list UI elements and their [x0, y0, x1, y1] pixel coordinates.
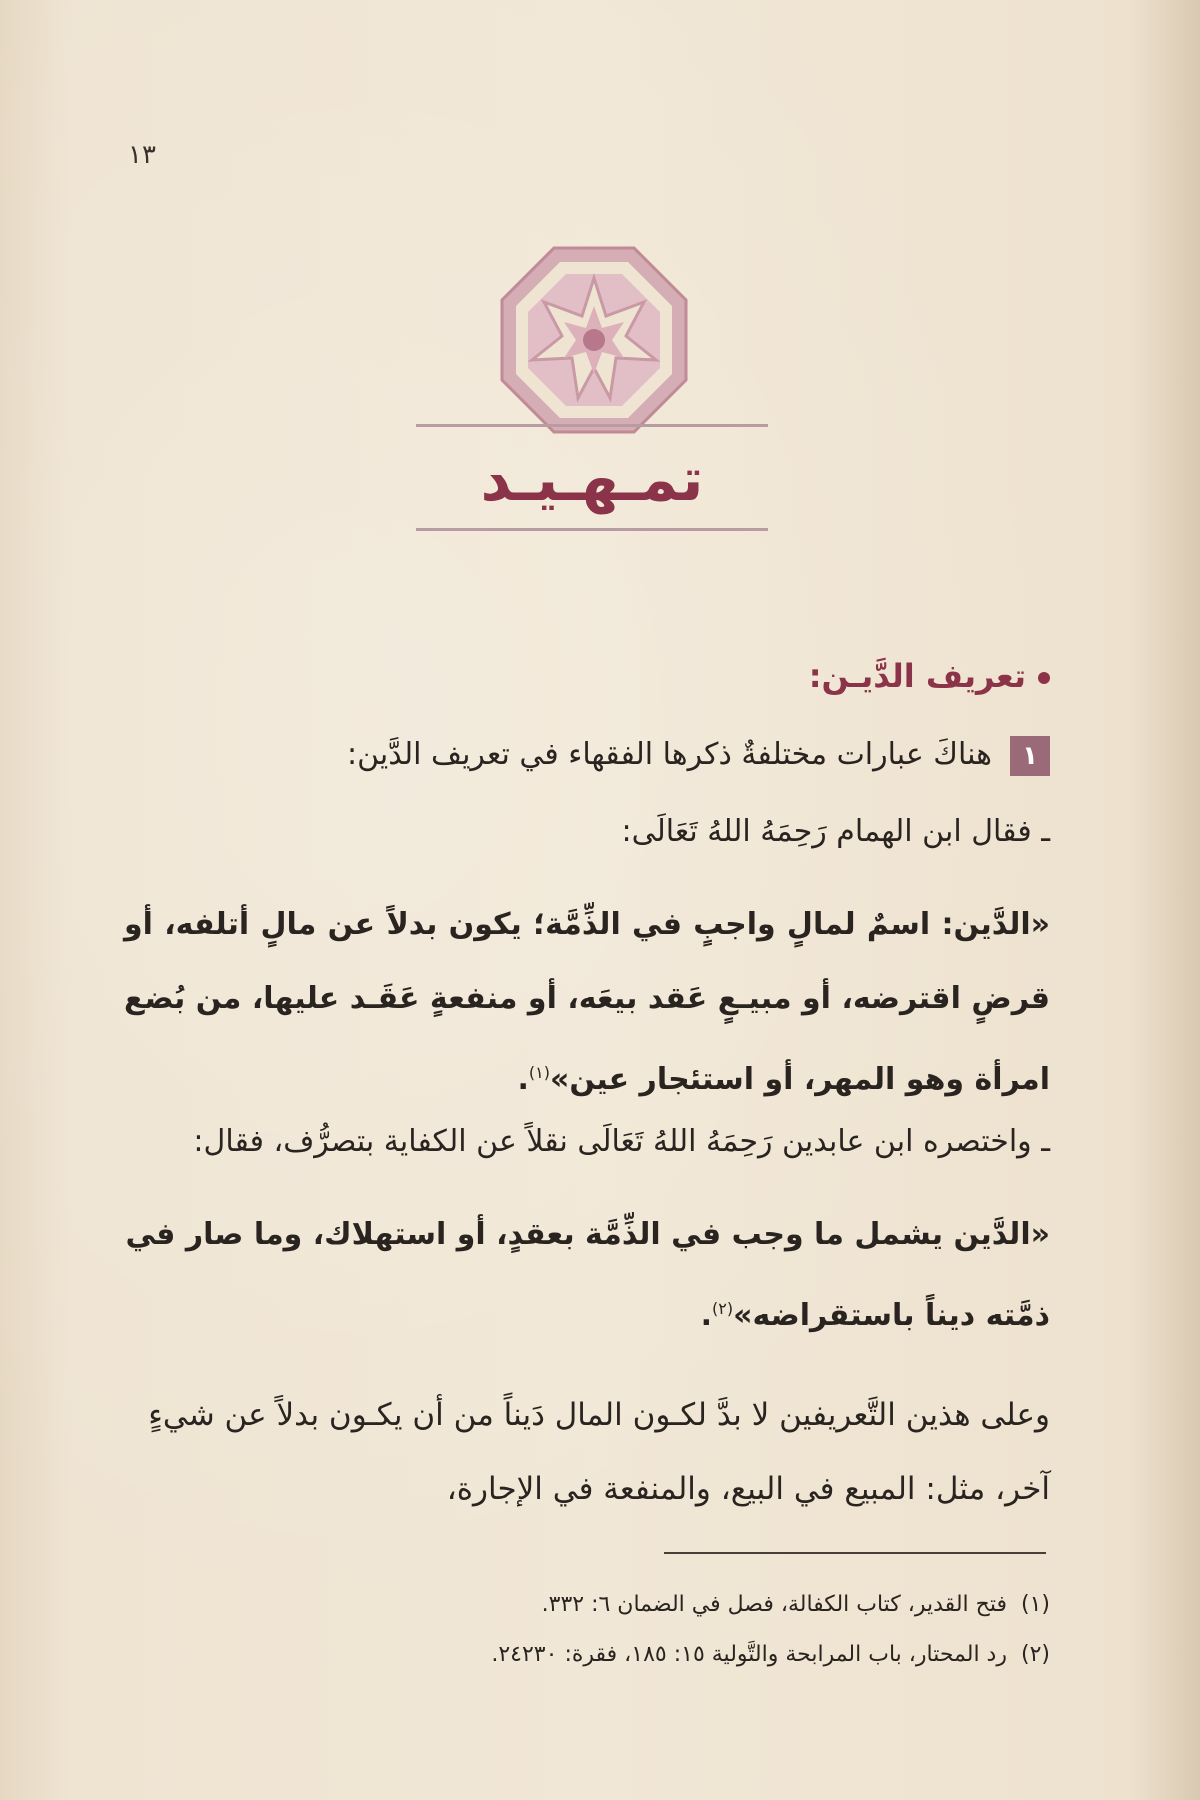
footnotes: [124, 1580, 1050, 1680]
section-heading: [124, 656, 1050, 696]
footnote-divider: [664, 1552, 1046, 1554]
quote-2: «الدَّين يشمل ما وجب في الذِّمَّة بعقدٍ، أو استهلاك، وما صار في ذمَّته ديناً باستقراضه»$^{(٢)}$.: [125, 1217, 1050, 1333]
paragraph-number-badge: ١: [1010, 736, 1050, 776]
octagon-star-ornament: [498, 244, 690, 436]
footnote-2: [124, 1630, 1050, 1680]
quote-intro-2: ـ واختصره ابن عابدين رَحِمَهُ اللهُ تَعَالَى نقلاً عن الكفاية بتصرُّف، فقال:: [193, 1124, 1050, 1159]
title-bottom-rule: [416, 528, 768, 531]
quote-2-text: «الدَّين يشمل ما وجب في الذِّمَّة بعقدٍ، أو استهلاك، وما صار في ذمَّته ديناً باستقراضه»: [125, 1217, 1050, 1333]
footnote-marker: (١): [1020, 1592, 1050, 1617]
section-heading-text: تعريف الدَّيـن:: [808, 657, 1026, 695]
chapter-title: تمـهـيـد: [480, 445, 704, 515]
footnote-text: رد المحتار، باب المرابحة والتَّولية ١٥: ١٨٥، فقرة: ٢٤٢٣٠.: [491, 1642, 1007, 1667]
paragraph-1-text: هناكَ عبارات مختلفةٌ ذكرها الفقهاء في تعريف الدَّين:: [346, 737, 992, 772]
quote-intro-1: ـ فقال ابن الهمام رَحِمَهُ اللهُ تَعَالَى:: [621, 814, 1050, 849]
title-top-rule: [416, 424, 768, 427]
footnote-ref-2[interactable]: (٢): [712, 1299, 734, 1318]
paragraph-1: [124, 735, 1050, 776]
footnote-ref-1[interactable]: (١): [528, 1063, 550, 1082]
quote-1-text: «الدَّين: اسمٌ لمالٍ واجبٍ في الذِّمَّة؛ يكون بدلاً عن مالٍ أتلفه، أو قرضٍ اقترضه، أو مبيـعٍ عَقد بيعَه، أو منفعةٍ عَقَـد عليها، من بُضع امرأة وهو المهر، أو استئجار عين»: [124, 907, 1050, 1097]
footnote-text: فتح القدير، كتاب الكفالة، فصل في الضمان ٦: ٣٣٢.: [541, 1592, 1007, 1617]
footnote-marker: (٢): [1020, 1642, 1050, 1667]
bullet-icon: [1038, 672, 1050, 684]
quote-1: «الدَّين: اسمٌ لمالٍ واجبٍ في الذِّمَّة؛ يكون بدلاً عن مالٍ أتلفه، أو قرضٍ اقترضه، أو مبيـعٍ عَقد بيعَه، أو منفعةٍ عَقَـد عليها، من بُضع امرأة وهو المهر، أو استئجار عين»$^{(١)}$.: [124, 907, 1050, 1097]
footnote-1: [124, 1580, 1050, 1630]
page-number: ١٣: [128, 140, 156, 170]
body-paragraph: وعلى هذين التَّعريفين لا بدَّ لكـون المال دَيناً من أن يكـون بدلاً عن شيءٍ آخر، مثل: المبيع في البيع، والمنفعة في الإجارة،: [148, 1397, 1050, 1507]
